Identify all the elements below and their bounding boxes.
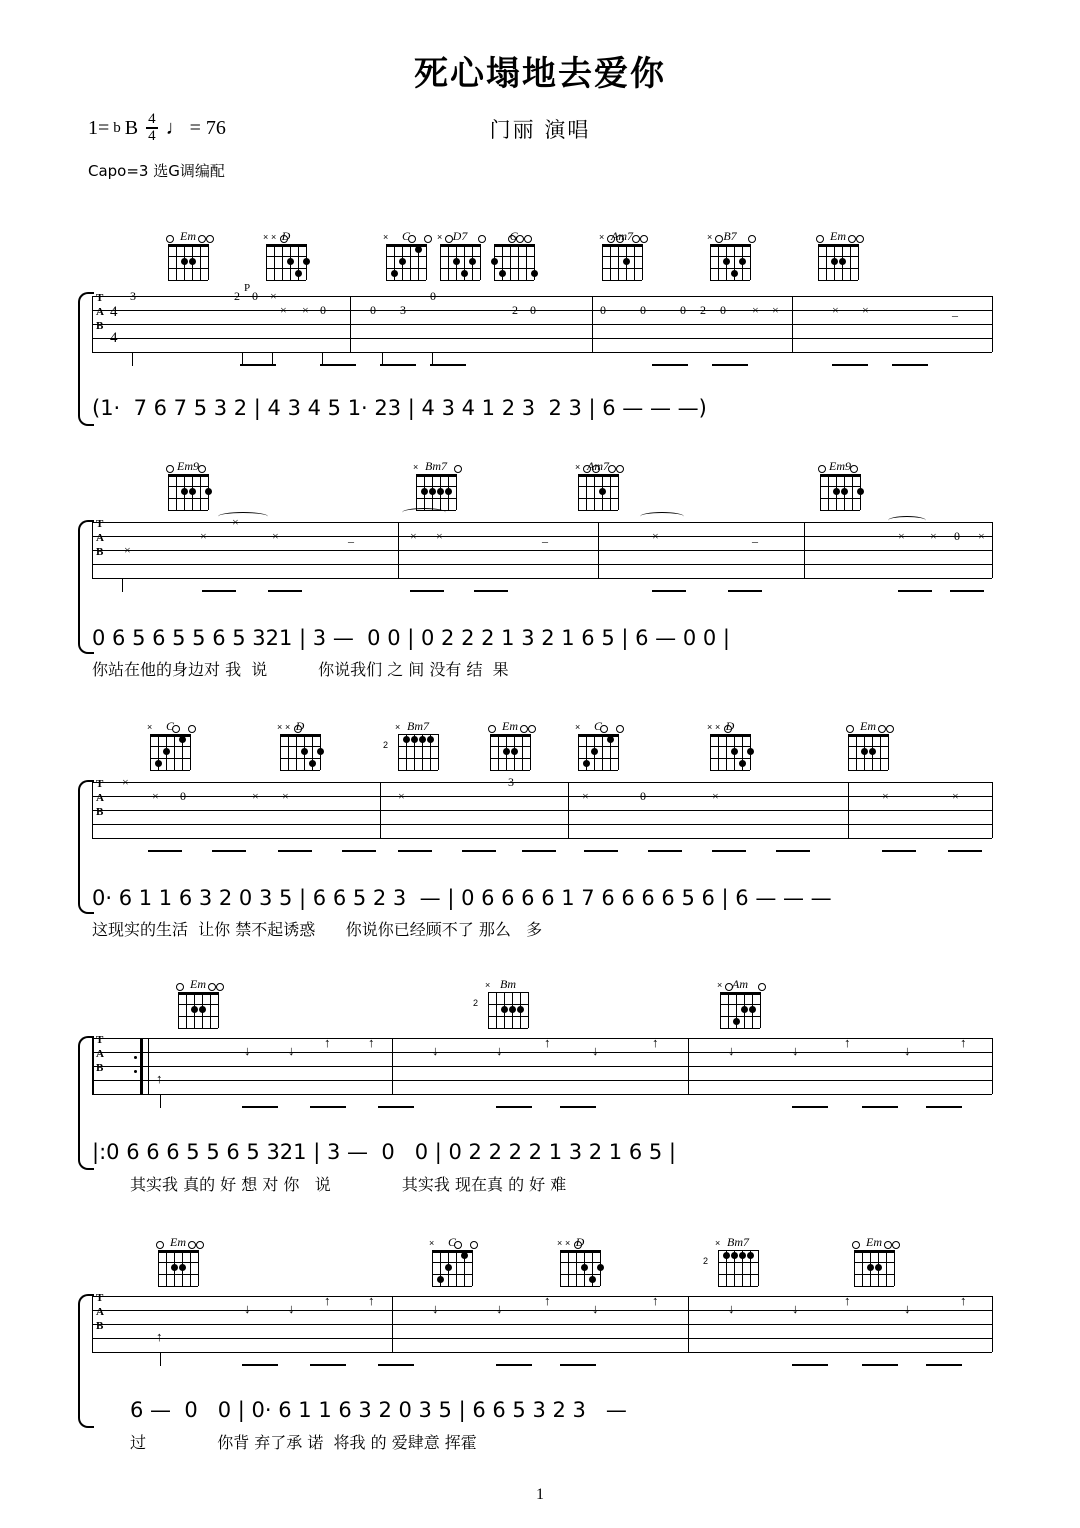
tab-note: × (272, 529, 279, 543)
fret-number: 2 (473, 998, 479, 1008)
time-denominator: 4 (148, 128, 156, 144)
tab-letter-A: A (96, 532, 104, 544)
strum-down-arrow: ↓ (792, 1301, 799, 1316)
chord-name: D (295, 719, 305, 733)
tab-note: 0 (180, 789, 186, 803)
strum-up-arrow: ↑ (844, 1293, 851, 1308)
tab-letter-T: T (96, 778, 104, 790)
tab-note: × (772, 303, 779, 317)
quarter-note-icon: ♩ (165, 116, 186, 139)
chord-grid (818, 244, 858, 280)
strum-up-arrow: ↑ (652, 1035, 659, 1050)
chord-name: Em (866, 1235, 882, 1249)
numeric-notation-line: (1· 7 6 7 5 3 2 | 4 3 4 5 1· 23 | 4 3 4 1 2 3 2 3 | 6 — — —) (92, 396, 707, 420)
chord-name: Em (180, 229, 196, 243)
tab-letter-B: B (96, 546, 104, 558)
performer-line: 门丽 演唱 (489, 118, 591, 142)
chord-grid: × (718, 1250, 758, 1286)
chord-grid (494, 244, 534, 280)
tab-letter-B: B (96, 1320, 104, 1332)
chord-name: Em9 (177, 459, 199, 473)
tab-rest: – (348, 534, 354, 548)
tab-staff (92, 1034, 992, 1098)
tab-letter-T: T (96, 518, 104, 530)
chord-grid (168, 474, 208, 510)
chord-name: D7 (452, 229, 468, 243)
tab-note: × (270, 289, 277, 303)
tab-letter-B: B (96, 320, 104, 332)
system-1-intro (0, 230, 1080, 420)
tab-note: × (124, 543, 131, 557)
chord-grid: × (710, 244, 750, 280)
lyric-line: 你站在他的身边对 我 说 你说我们 之 间 没有 结 果 (92, 660, 509, 679)
tab-note: × (302, 303, 309, 317)
strum-down-arrow: ↓ (432, 1301, 439, 1316)
chord-grid: × × (280, 734, 320, 770)
chord-grid (158, 1250, 198, 1286)
tab-letter-T: T (96, 292, 104, 304)
fret-number: 2 (383, 740, 389, 750)
tab-letter-A: A (96, 1048, 104, 1060)
chord-name: C (593, 719, 602, 733)
system-4 (0, 977, 1080, 1200)
tab-note: 0 (370, 303, 376, 317)
chord-grid (820, 474, 860, 510)
chord-grid: × × (266, 244, 306, 280)
strum-up-arrow: ↑ (368, 1293, 375, 1308)
strum-down-arrow: ↓ (288, 1043, 295, 1058)
tab-note: 2 (700, 303, 706, 317)
chord-grid: × × (560, 1250, 600, 1286)
chord-name: Bm (500, 977, 516, 991)
strum-up-arrow: ↑ (960, 1293, 967, 1308)
strum-down-arrow: ↓ (592, 1301, 599, 1316)
chord-name: Am7 (611, 229, 633, 243)
chord-name: Em (860, 719, 876, 733)
chord-grid (168, 244, 208, 280)
tab-note: × (410, 529, 417, 543)
tab-note: 0 (680, 303, 686, 317)
tab-staff (92, 515, 992, 582)
fret-number: 2 (703, 1256, 709, 1266)
tab-note: × (280, 303, 287, 317)
tab-note: 3 (130, 289, 136, 303)
chord-name: Em9 (829, 459, 851, 473)
tab-note: 0 (600, 303, 606, 317)
chord-name: Em (190, 977, 206, 991)
chord-grid: × × (710, 734, 750, 770)
tab-note: × (152, 789, 159, 803)
time-numerator: 4 (148, 111, 156, 127)
tab-letter-B: B (96, 1062, 104, 1074)
tab-note: 0 (720, 303, 726, 317)
tab-note: 3 (400, 303, 406, 317)
tab-note: × (978, 529, 985, 543)
strum-down-arrow: ↓ (244, 1301, 251, 1316)
strum-up-arrow: ↑ (844, 1035, 851, 1050)
tab-note: × (898, 529, 905, 543)
tab-letter-B: B (96, 806, 104, 818)
strum-up-arrow: ↑ (324, 1035, 331, 1050)
tab-note: × (862, 303, 869, 317)
time-signature (146, 112, 158, 144)
chord-grid (854, 1250, 894, 1286)
tab-rest: – (752, 534, 758, 548)
time-sig-4: 4 (110, 304, 118, 320)
flat-symbol: b (113, 119, 121, 136)
tab-note: × (652, 529, 659, 543)
tab-note: × (582, 789, 589, 803)
chord-name: D (575, 1235, 585, 1249)
repeat-sign: |: (92, 1140, 107, 1164)
chord-name: Em (502, 719, 518, 733)
chord-grid: × (386, 244, 426, 280)
tab-note: × (930, 529, 937, 543)
page-number: 1 (536, 1486, 544, 1503)
strum-down-arrow: ↓ (496, 1301, 503, 1316)
tab-note: 0 (640, 303, 646, 317)
tab-staff (92, 775, 992, 842)
capo-note: Capo=3 选G调编配 (88, 162, 225, 180)
system-2 (0, 459, 1080, 682)
strum-down-arrow: ↓ (904, 1301, 911, 1316)
tab-letter-A: A (96, 306, 104, 318)
tab-letter-T: T (96, 1292, 104, 1304)
chord-name: C (401, 229, 410, 243)
chord-name: Em (170, 1235, 186, 1249)
chord-name: Em (830, 229, 846, 243)
tab-note: × (282, 789, 289, 803)
chord-grid (178, 992, 218, 1028)
tab-note: 0 (954, 529, 960, 543)
tab-staff (92, 282, 992, 356)
strum-down-arrow: ↓ (728, 1043, 735, 1058)
tab-note: × (200, 529, 207, 543)
strum-up-arrow: ↑ (960, 1035, 967, 1050)
tab-note: × (398, 789, 405, 803)
chord-name: B7 (723, 229, 737, 243)
chord-grid: × (578, 734, 618, 770)
chord-name: D (725, 719, 735, 733)
tab-letter-A: A (96, 1306, 104, 1318)
tab-letter-A: A (96, 792, 104, 804)
strum-up-arrow: ↑ (324, 1293, 331, 1308)
strum-down-arrow: ↓ (244, 1043, 251, 1058)
chord-name: D (281, 229, 291, 243)
system-3 (0, 719, 1080, 942)
tab-note: 2 (512, 303, 518, 317)
chord-grid: × (398, 734, 438, 770)
tab-note: 0 (430, 289, 436, 303)
tab-note: 0 (320, 303, 326, 317)
chord-name: Bm7 (407, 719, 429, 733)
chord-grid: × (720, 992, 760, 1028)
strum-down-arrow: ↓ (496, 1043, 503, 1058)
strum-down-arrow: ↓ (792, 1043, 799, 1058)
lyric-line: 这现实的生活 让你 禁不起诱惑 你说你已经顾不了 那么 多 (92, 920, 543, 939)
system-5 (0, 1235, 1080, 1458)
chord-name: Bm7 (727, 1235, 749, 1249)
key-prefix: 1= (88, 116, 110, 139)
strum-down-arrow: ↓ (904, 1043, 911, 1058)
strum-up-arrow: ↑ (156, 1329, 163, 1344)
numeric-notation-line (92, 1140, 992, 1164)
tab-staff (92, 1292, 992, 1356)
tab-note: 0 (640, 789, 646, 803)
tab-note: × (832, 303, 839, 317)
strum-down-arrow: ↓ (592, 1043, 599, 1058)
key-letter: B (124, 116, 139, 139)
chord-name: Am7 (587, 459, 609, 473)
chord-grid: × (602, 244, 642, 280)
numeric-notation-text: 0 6 6 6 5 5 6 5 321 | 3 — 0 0 | 0 2 2 2 2 1 3 2 1 6 5 | (106, 1140, 676, 1164)
chord-grid: × (150, 734, 190, 770)
strum-up-arrow: ↑ (544, 1035, 551, 1050)
tab-note: × (712, 789, 719, 803)
chord-name: Bm7 (425, 459, 447, 473)
chord-grid (848, 734, 888, 770)
strum-down-arrow: ↓ (288, 1301, 295, 1316)
strum-up-arrow: ↑ (156, 1071, 163, 1086)
tab-note: × (952, 789, 959, 803)
tab-note: 3 (508, 775, 514, 789)
tab-rest: – (952, 308, 958, 322)
numeric-notation-line: 6 — 0 0 | 0· 6 1 1 6 3 2 0 3 5 | 6 6 5 3 2 3 — (130, 1398, 627, 1422)
strum-down-arrow: ↓ (728, 1301, 735, 1316)
strum-up-arrow: ↑ (368, 1035, 375, 1050)
tab-note: × (752, 303, 759, 317)
tab-note: × (252, 789, 259, 803)
p-technique-mark: P (244, 282, 251, 294)
lyric-line: 过 你背 弃了承 诺 将我 的 爱肆意 挥霍 (130, 1433, 477, 1452)
tab-note: × (882, 789, 889, 803)
numeric-notation-line: 0· 6 1 1 6 3 2 0 3 5 | 6 6 5 2 3 — | 0 6 6 6 6 1 7 6 6 6 6 5 6 | 6 — — — (92, 886, 832, 910)
page-title: 死心塌地去爱你 (414, 54, 666, 94)
chord-name: Am (732, 977, 748, 991)
strum-down-arrow: ↓ (432, 1043, 439, 1058)
key-signature-line (88, 112, 226, 144)
tab-note: 0 (530, 303, 536, 317)
tab-rest: – (542, 534, 548, 548)
tab-note: × (122, 775, 129, 789)
tab-note: 2 (234, 289, 240, 303)
chord-grid: × (416, 474, 456, 510)
tempo-value: = 76 (189, 116, 226, 139)
chord-name: G (509, 229, 519, 243)
chord-grid: × (432, 1250, 472, 1286)
numeric-notation-line: 0 6 5 6 5 5 6 5 321 | 3 — 0 0 | 0 2 2 2 1 3 2 1 6 5 | 6 — 0 0 | (92, 626, 730, 650)
tab-note: 0 (252, 289, 258, 303)
chord-grid: × (578, 474, 618, 510)
chord-grid: × (488, 992, 528, 1028)
tab-letter-T: T (96, 1034, 104, 1046)
chord-name: C (165, 719, 174, 733)
time-sig-4b: 4 (110, 330, 118, 346)
chord-name: C (447, 1235, 456, 1249)
strum-up-arrow: ↑ (652, 1293, 659, 1308)
lyric-line: 其实我 真的 好 想 对 你 说 其实我 现在真 的 好 难 (130, 1175, 567, 1194)
tab-note: × (232, 515, 239, 529)
chord-grid (490, 734, 530, 770)
tab-note: × (436, 529, 443, 543)
chord-grid: × (440, 244, 480, 280)
strum-up-arrow: ↑ (544, 1293, 551, 1308)
